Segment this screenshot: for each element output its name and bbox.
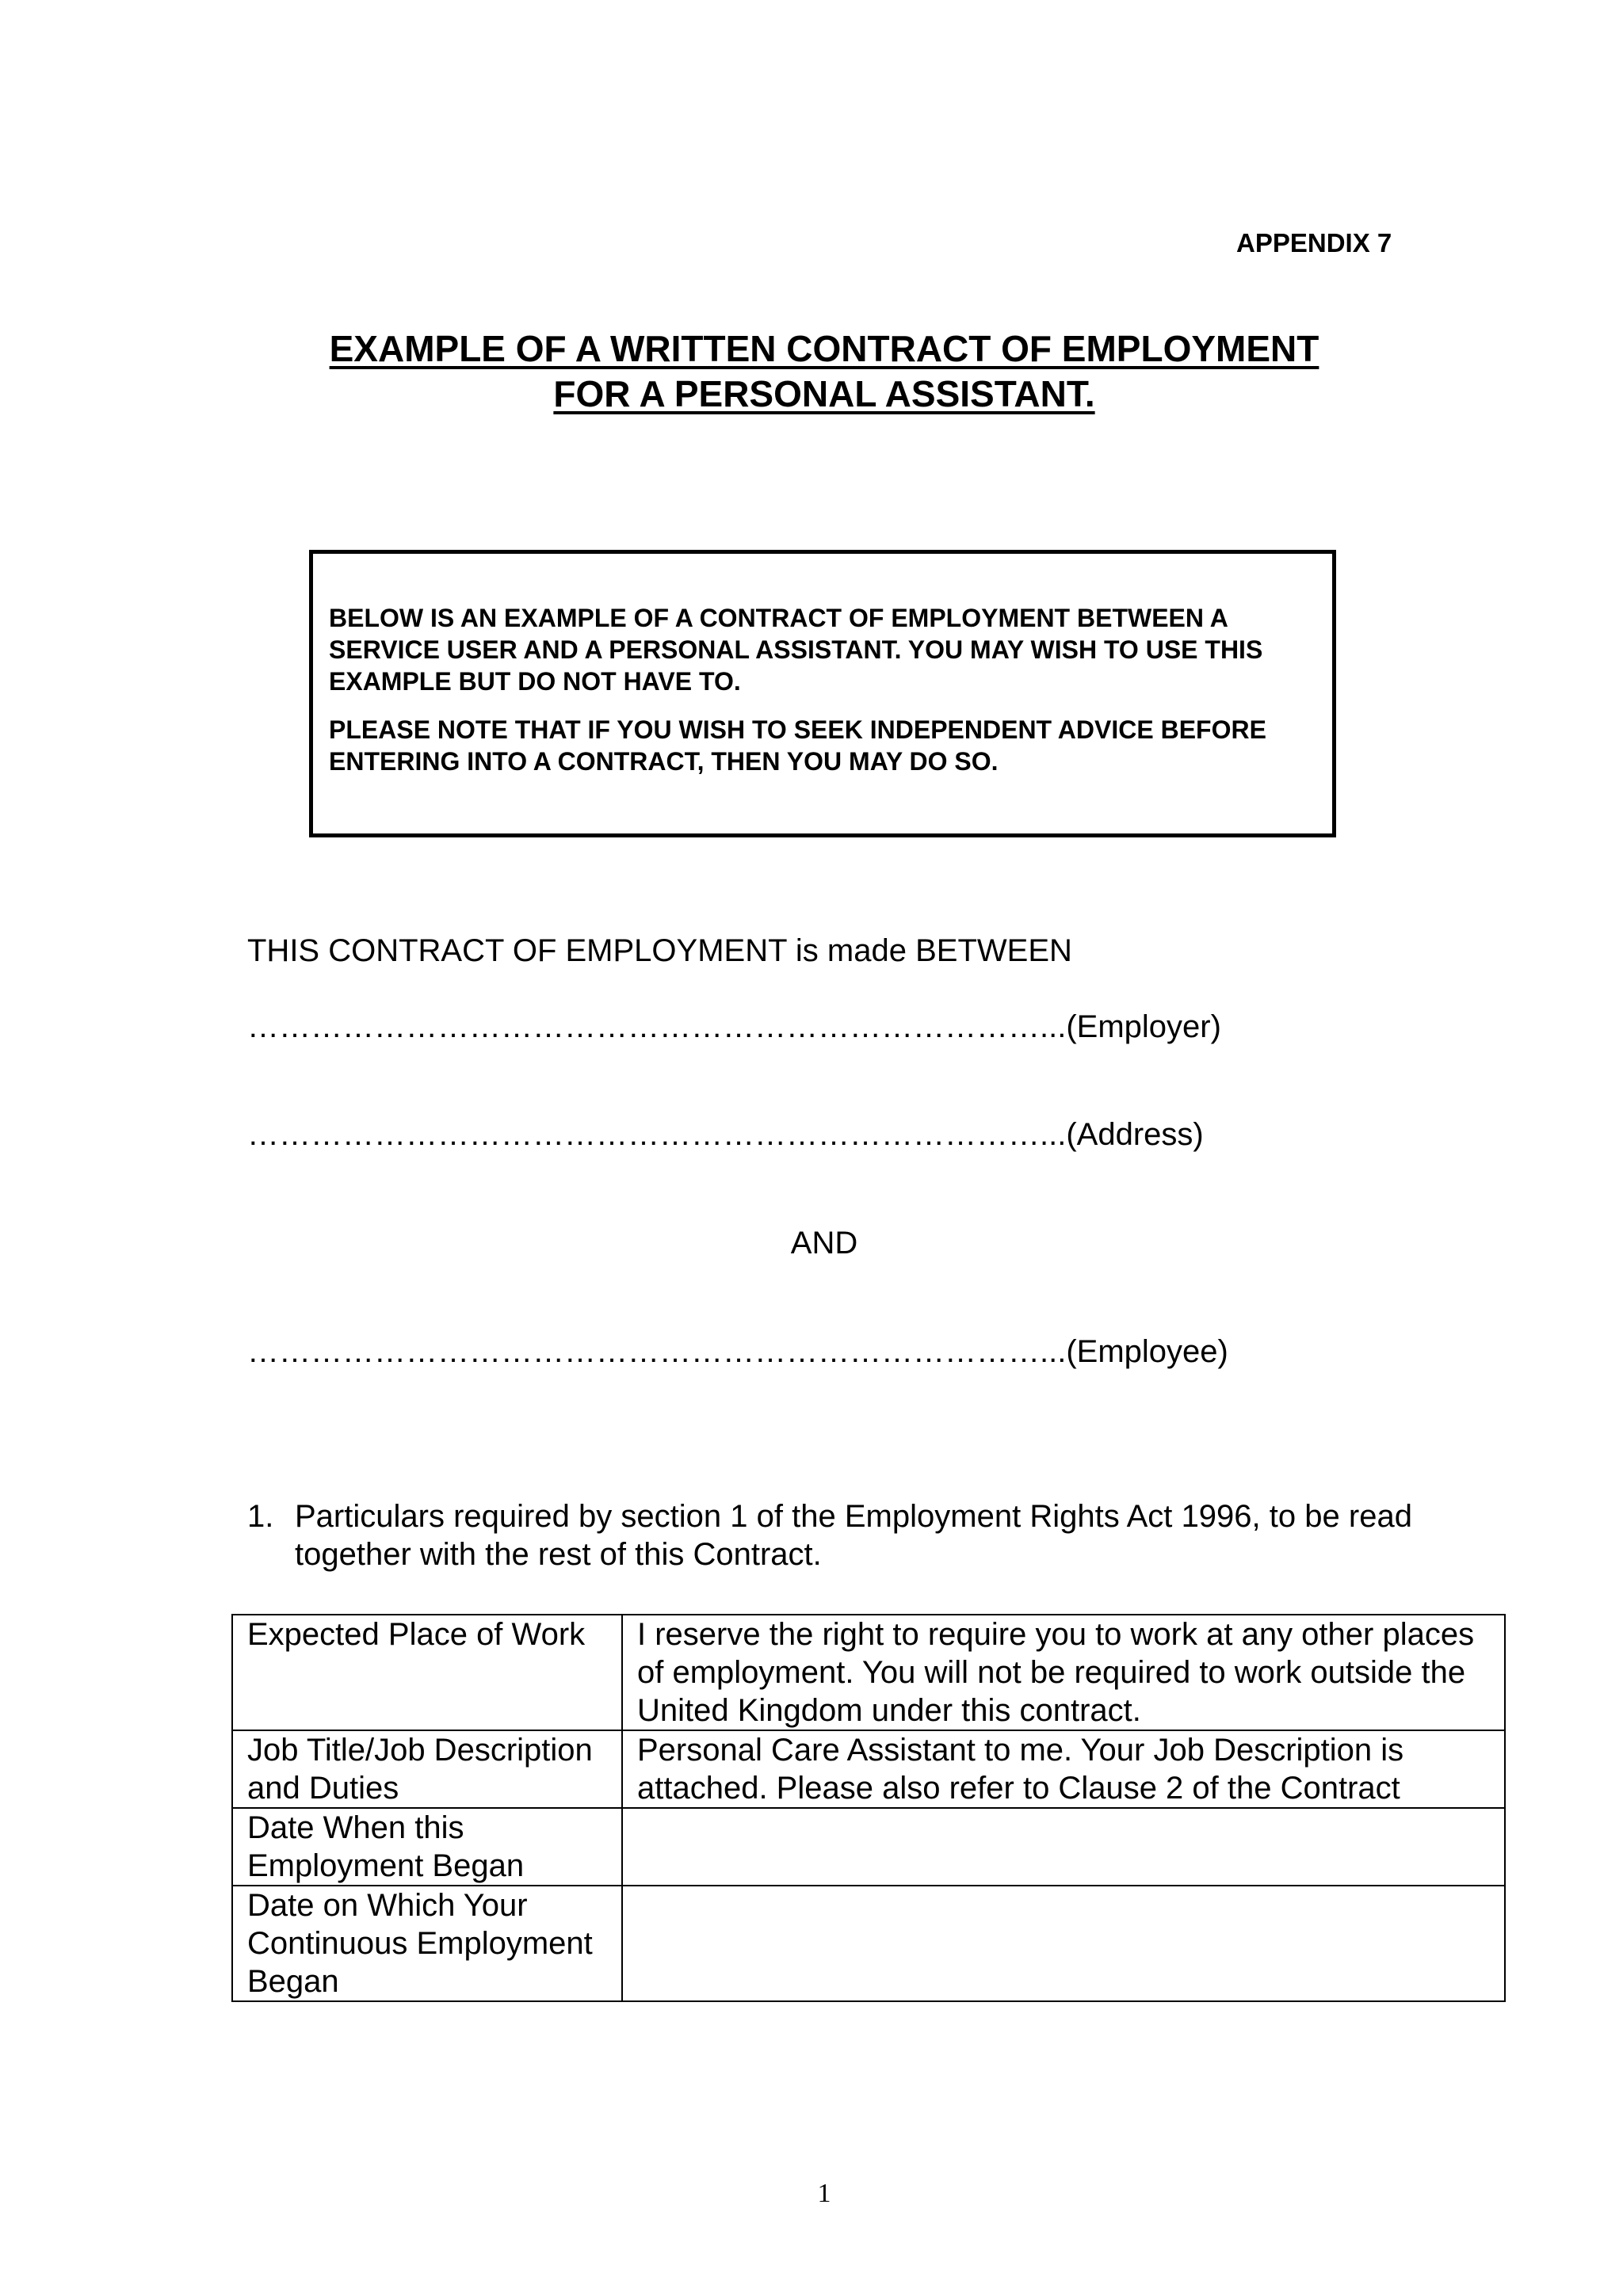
notice-paragraph-1: BELOW IS AN EXAMPLE OF A CONTRACT OF EMPLOYMENT BETWEEN A SERVICE USER AND A PERSONAL ASSISTANT. YOU MAY WISH TO USE THIS EXAMPLE BUT DO NOT HAVE TO. xyxy=(329,604,1263,696)
table-row xyxy=(232,1886,1505,2001)
row-label: Date When this Employment Began xyxy=(232,1808,622,1886)
address-fill-line: …………………………………………………………………...(Address) xyxy=(247,1117,1204,1152)
row-value: I reserve the right to require you to work at any other places of employment. You will not be required to work outside the United Kingdom under this contract. xyxy=(622,1615,1505,1730)
table-row xyxy=(232,1730,1505,1808)
row-label: Job Title/Job Description and Duties xyxy=(232,1730,622,1808)
clause-1-text: Particulars required by section 1 of the Employment Rights Act 1996, to be read together with the rest of this Contract. xyxy=(295,1499,1412,1572)
clause-1-number: 1. xyxy=(247,1499,274,1534)
appendix-label: APPENDIX 7 xyxy=(1236,228,1392,257)
and-separator: AND xyxy=(790,1226,858,1261)
page-number: 1 xyxy=(817,2179,831,2208)
row-label: Expected Place of Work xyxy=(232,1615,622,1730)
row-value xyxy=(622,1886,1505,2001)
table-row xyxy=(232,1615,1505,1730)
row-value xyxy=(622,1808,1505,1886)
contract-intro: THIS CONTRACT OF EMPLOYMENT is made BETWEEN xyxy=(247,933,1072,968)
employer-fill-line: …………………………………………………………………...(Employer) xyxy=(247,1009,1221,1044)
row-value: Personal Care Assistant to me. Your Job Description is attached. Please also refer to Clause 2 of the Contract xyxy=(622,1730,1505,1808)
row-label: Date on Which Your Continuous Employment Began xyxy=(232,1886,622,2001)
notice-box xyxy=(309,550,1336,837)
notice-paragraph-2: PLEASE NOTE THAT IF YOU WISH TO SEEK INDEPENDENT ADVICE BEFORE ENTERING INTO A CONTRACT, THEN YOU MAY DO SO. xyxy=(329,715,1266,776)
particulars-table xyxy=(231,1614,1506,2002)
title-line-1: EXAMPLE OF A WRITTEN CONTRACT OF EMPLOYMENT xyxy=(329,328,1319,369)
title-line-2: FOR A PERSONAL ASSISTANT. xyxy=(553,373,1095,414)
employee-fill-line: …………………………………………………………………...(Employee) xyxy=(247,1334,1228,1369)
document-title xyxy=(0,326,1623,417)
table-row xyxy=(232,1808,1505,1886)
